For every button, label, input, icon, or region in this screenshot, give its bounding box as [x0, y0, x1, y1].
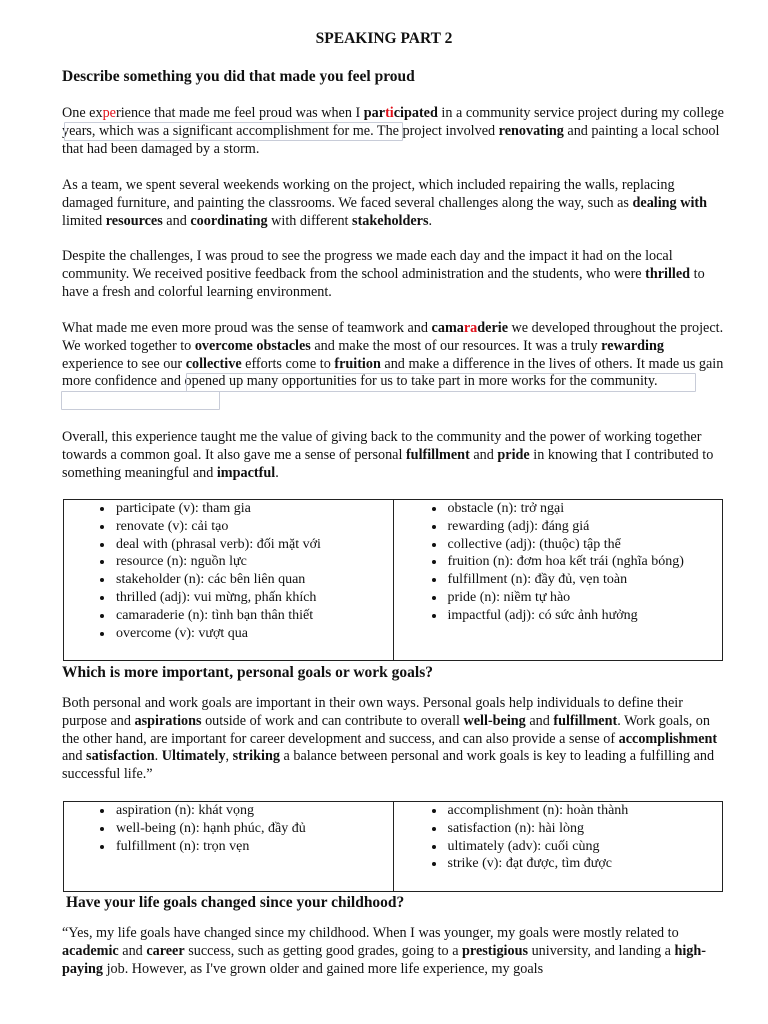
text-run: and	[62, 748, 87, 765]
text-run: What made me even more proud was the sense of teamwork and	[62, 320, 432, 336]
text-run: rience that made me feel proud was when I	[115, 105, 364, 121]
bold-term: prestigious	[462, 942, 529, 959]
bold-term: satisfaction	[86, 748, 155, 765]
vocab-item: • fulfillment (n): trọn vẹn	[114, 838, 393, 856]
bold-term: coordinating	[190, 212, 268, 229]
bold-term: fruition	[334, 355, 381, 372]
vocab-item: • aspiration (n): khát vọng	[114, 802, 393, 820]
text-run: limited	[62, 212, 106, 229]
vocab-item: • impactful (adj): có sức ảnh hưởng	[446, 607, 723, 625]
question-1-heading: Describe something you did that made you feel proud	[62, 68, 415, 85]
q1-paragraph-2	[62, 177, 724, 230]
bold-term: dealing with	[632, 194, 707, 211]
bold-term: accomplishment	[618, 730, 718, 747]
bold-term: cipated	[393, 105, 438, 121]
text-run: in knowing that I contributed to something meaningful and	[62, 446, 714, 481]
question-2-heading: Which is more important, personal goals or work goals?	[62, 664, 434, 681]
text-run: efforts come to	[241, 355, 335, 372]
text-run: in a community service project during my college years, which was a significant accomplishment for me. The project involved	[62, 105, 724, 139]
bold-term: aspirations	[134, 712, 202, 729]
text-run: “Yes, my life goals have changed since my childhood. When I was younger, my goals were mostly related to	[62, 925, 679, 941]
vocab-item: • overcome (v): vượt qua	[114, 625, 393, 643]
vocab-item: • stakeholder (n): các bên liên quan	[114, 571, 393, 589]
vocab-item: • accomplishment (n): hoàn thành	[446, 802, 723, 820]
text-run: One ex	[62, 105, 103, 121]
text-highlight-box	[61, 391, 220, 410]
text-run: .	[154, 748, 162, 765]
vocab-column-left	[64, 802, 394, 892]
vocab-item: • strike (v): đạt được, tìm được	[446, 855, 723, 873]
text-run: As a team, we spent several weekends working on the project, which included repairing the walls, replacing damaged furniture, and painting the classrooms. We faced several challenges along the way, such as	[62, 177, 675, 211]
text-run: and painting a local school that had been damaged by a storm.	[62, 122, 720, 157]
vocab-item: • fruition (n): đơm hoa kết trái (nghĩa bóng)	[446, 553, 723, 571]
bold-term: derie	[477, 320, 508, 336]
bold-term: impactful	[216, 464, 276, 481]
text-run: and make a difference in the lives of others. It made us gain more confidence and opened up many opportunities for us to take part in more works for the community.	[62, 355, 724, 390]
bold-term: ti	[385, 105, 394, 121]
vocab-column-right	[393, 802, 723, 892]
text-highlight-box	[186, 373, 696, 392]
bold-term: rewarding	[601, 337, 664, 354]
text-run: a balance between personal and work goals is key to leading a fulfilling and successful life.”	[62, 748, 715, 783]
q3-paragraph-1	[62, 925, 724, 978]
text-run: university, and landing a	[528, 942, 675, 959]
text-run: Both personal and work goals are important in their own ways. Personal goals help individuals to define their purpose and	[62, 695, 683, 729]
bold-term: striking	[232, 748, 280, 765]
text-run: success, such as getting good grades, going to a	[184, 942, 463, 959]
text-run: .	[275, 464, 279, 481]
bold-term: resources	[105, 212, 163, 229]
text-run: to have a fresh and colorful learning environment.	[62, 265, 705, 300]
bold-term: career	[146, 942, 185, 959]
bold-term: well-being	[463, 712, 526, 729]
text-highlight-box	[64, 122, 403, 141]
vocab-item: • collective (adj): (thuộc) tập thể	[446, 536, 723, 554]
text-run: outside of work and can contribute to overall	[201, 712, 464, 729]
text-run: with different	[267, 212, 353, 229]
vocab-item: • rewarding (adj): đáng giá	[446, 518, 723, 536]
vocab-item: • deal with (phrasal verb): đối mặt với	[114, 536, 393, 554]
bold-term: renovating	[498, 122, 564, 139]
text-run: we developed throughout the project. We worked together to	[62, 320, 724, 354]
text-run: and	[118, 942, 147, 959]
bold-term: ra	[463, 320, 478, 336]
vocab-item: • fulfillment (n): đầy đủ, vẹn toàn	[446, 571, 723, 589]
text-run: job. However, as I've grown older and gained more life experience, my goals	[103, 960, 544, 977]
page-title: SPEAKING PART 2	[315, 30, 453, 47]
text-run: .	[428, 212, 433, 229]
vocab-column-left	[64, 500, 394, 661]
bold-term: academic	[62, 942, 119, 959]
vocab-column-right	[393, 500, 723, 661]
bold-term: fulfillment	[405, 446, 470, 463]
q1-paragraph-5	[62, 429, 724, 482]
vocab-item: • ultimately (adv): cuối cùng	[446, 838, 723, 856]
bold-term: cama	[431, 320, 464, 336]
bold-term: Ultimately	[161, 748, 226, 765]
text-run: Despite the challenges, I was proud to see the progress we made each day and the impact it had on the local community. We received positive feedback from the school administration and the students, who were	[62, 248, 673, 282]
text-run: Overall, this experience taught me the value of giving back to the community and the power of working together towards a common goal. It also gave me a sense of personal	[62, 429, 702, 463]
vocab-item: • well-being (n): hạnh phúc, đầy đủ	[114, 820, 393, 838]
vocab-item: • satisfaction (n): hài lòng	[446, 820, 723, 838]
q2-paragraph-1	[62, 695, 724, 784]
q2-vocab-table	[63, 801, 723, 892]
bold-term: fulfillment	[553, 712, 618, 729]
text-run: and make the most of our resources. It was a truly	[310, 337, 602, 354]
vocab-item: • participate (v): tham gia	[114, 500, 393, 518]
q1-paragraph-3	[62, 248, 724, 301]
text-run: ,	[225, 748, 233, 765]
vocab-item: • thrilled (adj): vui mừng, phấn khích	[114, 589, 393, 607]
bold-term: high-paying	[62, 942, 707, 977]
text-run: and	[469, 446, 498, 463]
text-run: pe	[102, 105, 116, 121]
bold-term: pride	[497, 446, 530, 463]
bold-term: par	[363, 105, 386, 121]
bold-term: overcome obstacles	[194, 337, 311, 354]
bold-term: collective	[185, 355, 242, 372]
text-run: and	[162, 212, 191, 229]
text-run: and	[525, 712, 554, 729]
vocab-item: • obstacle (n): trở ngại	[446, 500, 723, 518]
vocab-item: • camaraderie (n): tình bạn thân thiết	[114, 607, 393, 625]
vocab-item: • renovate (v): cải tạo	[114, 518, 393, 536]
text-run: experience to see our	[62, 355, 186, 372]
bold-term: thrilled	[645, 265, 691, 282]
bold-term: stakeholders	[352, 212, 429, 229]
vocab-item: • pride (n): niềm tự hào	[446, 589, 723, 607]
q1-vocab-table	[63, 499, 723, 661]
text-run: . Work goals, on the other hand, are important for career development and success, and can also provide a sense of	[62, 712, 710, 747]
question-3-heading: Have your life goals changed since your childhood?	[66, 894, 405, 911]
vocab-item: • resource (n): nguồn lực	[114, 553, 393, 571]
